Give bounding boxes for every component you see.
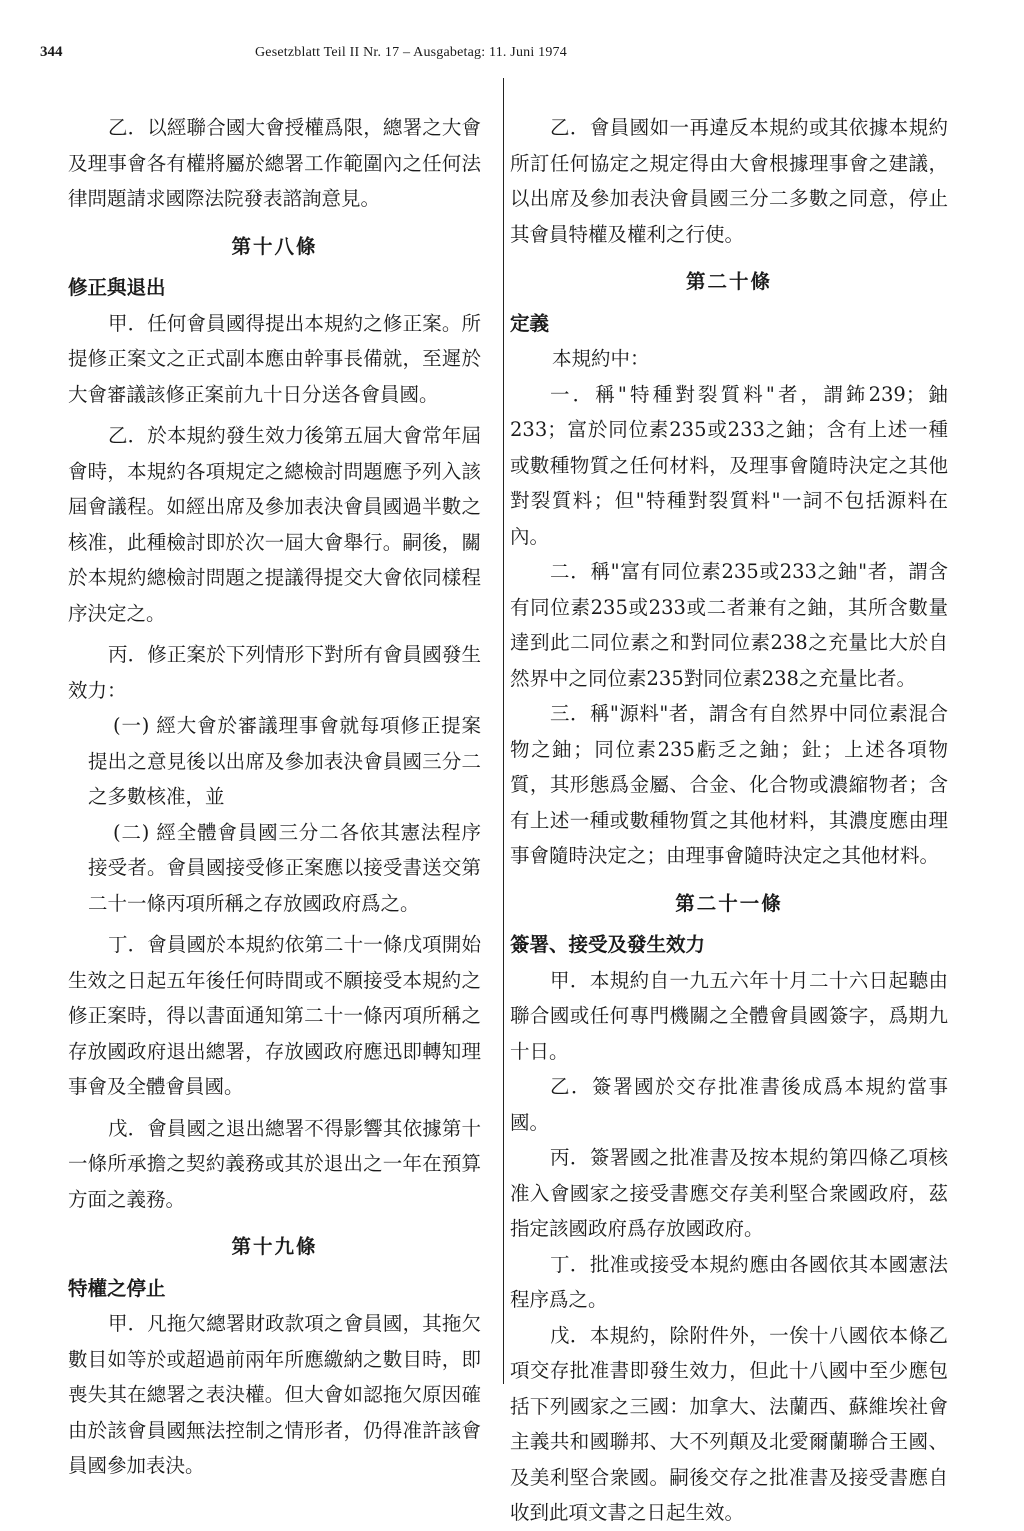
gazette-title: Gesetzblatt Teil II Nr. 17 – Ausgabetag: 11. Juni 1974 [255, 45, 567, 60]
paragraph: 一．稱"特種對裂質料"者，謂鈽239；鈾233；富於同位素235或233之鈾；含有上述一種或數種物質之任何材料，及理事會隨時決定之其他對裂質料；但"特種對裂質料"一詞不包括源料在內。 [510, 382, 948, 548]
definitions-intro: 本規約中： [552, 347, 650, 370]
list-item: (二) 經全體會員國三分二各依其憲法程序接受者。會員國接受修正案應以接受書送交第二十一條丙項所稱之存放國政府爲之。 [88, 820, 481, 915]
article-18-heading: 修正與退出 [68, 276, 166, 299]
article-19-title: 第十九條 [231, 1235, 318, 1258]
paragraph: 乙．會員國如一再違反本規約或其依據本規約所訂任何協定之規定得由大會根據理事會之建議，以出席及參加表決會員國三分二多數之同意，停止其會員特權及權利之行使。 [510, 116, 948, 246]
article-21-title: 第二十一條 [675, 891, 783, 915]
page-number: 344 [40, 44, 63, 60]
paragraph: 丁．會員國於本規約依第二十一條戊項開始生效之日起五年後任何時間或不願接受本規約之修正案時，得以書面通知第二十一條丙項所稱之存放國政府退出總署，存放國政府應迅即轉知理事會及全體會員國。 [68, 933, 481, 1098]
right-column [510, 110, 948, 1531]
paragraph: 三．稱"源料"者，謂含有自然界中同位素混合物之鈾；同位素235虧乏之鈾；釷；上述各項物質，其形態爲金屬、合金、化合物或濃縮物者；含有上述一種或數種物質之其他材料，其濃度應由理事會隨時決定之；由理事會隨時決定之其他材料。 [510, 702, 948, 867]
article-21-heading: 簽署、接受及發生效力 [510, 933, 706, 956]
paragraph: 丙．簽署國之批准書及按本規約第四條乙項核准入會國家之接受書應交存美利堅合衆國政府，茲指定該國政府爲存放國政府。 [510, 1146, 948, 1240]
paragraph: 乙．簽署國於交存批准書後成爲本規約當事國。 [510, 1075, 948, 1134]
paragraph: 甲．凡拖欠總署財政款項之會員國，其拖欠數目如等於或超過前兩年所應繳納之數目時，即喪失其在總署之表決權。但大會如認拖欠原因確由於該會員國無法控制之情形者，仍得准許該會員國參加表決。 [68, 1312, 481, 1477]
paragraph: 戊．會員國之退出總署不得影響其依據第十一條所承擔之契約義務或其於退出之一年在預算方面之義務。 [68, 1116, 481, 1211]
paragraph: 二．稱"富有同位素235或233之鈾"者，謂含有同位素235或233或二者兼有之鈾，其所含數量達到此二同位素之和對同位素238之充量比大於自然界中之同位素235對同位素238之充量比者。 [510, 560, 948, 690]
paragraph: 甲．任何會員國得提出本規約之修正案。所提修正案文之正式副本應由幹事長備就，至遲於大會審議該修正案前九十日分送各會員國。 [68, 311, 481, 406]
paragraph: 丁．批准或接受本規約應由各國依其本國憲法程序爲之。 [510, 1252, 948, 1311]
list-item: (一) 經大會於審議理事會就每項修正提案提出之意見後以出席及參加表決會員國三分二之多數核准，並 [88, 714, 481, 808]
left-column [68, 110, 481, 1484]
paragraph: 乙．於本規約發生效力後第五屆大會常年屆會時，本規約各項規定之總檢討問題應予列入該屆會議程。如經出席及參加表決會員國過半數之核准，此種檢討即於次一屆大會舉行。嗣後，關於本規約總檢討問題之提議得提交大會依同樣程序決定之。 [68, 424, 481, 625]
paragraph: 甲．本規約自一九五六年十月二十六日起聽由聯合國或任何專門機關之全體會員國簽字，爲期九十日。 [510, 968, 948, 1063]
paragraph: 乙．以經聯合國大會授權爲限，總署之大會及理事會各有權將屬於總署工作範圍內之任何法律問題請求國際法院發表諮詢意見。 [68, 116, 481, 210]
paragraph: 戊．本規約，除附件外，一俟十八國依本條乙項交存批准書即發生效力，但此十八國中至少應包括下列國家之三國：加拿大、法蘭西、蘇維埃社會主義共和國聯邦、大不列顛及北愛爾蘭聯合王國、及美利堅合衆國。嗣後交存之批准書及接受書應自收到此項文書之日起生效。 [510, 1323, 948, 1524]
article-20-heading: 定義 [510, 311, 550, 335]
article-20-title: 第二十條 [685, 270, 772, 293]
article-18-title: 第十八條 [231, 234, 318, 258]
running-header [40, 44, 690, 68]
article-19-heading: 特權之停止 [68, 1276, 166, 1300]
column-divider [503, 78, 504, 1384]
paragraph: 丙．修正案於下列情形下對所有會員國發生效力： [68, 643, 481, 702]
